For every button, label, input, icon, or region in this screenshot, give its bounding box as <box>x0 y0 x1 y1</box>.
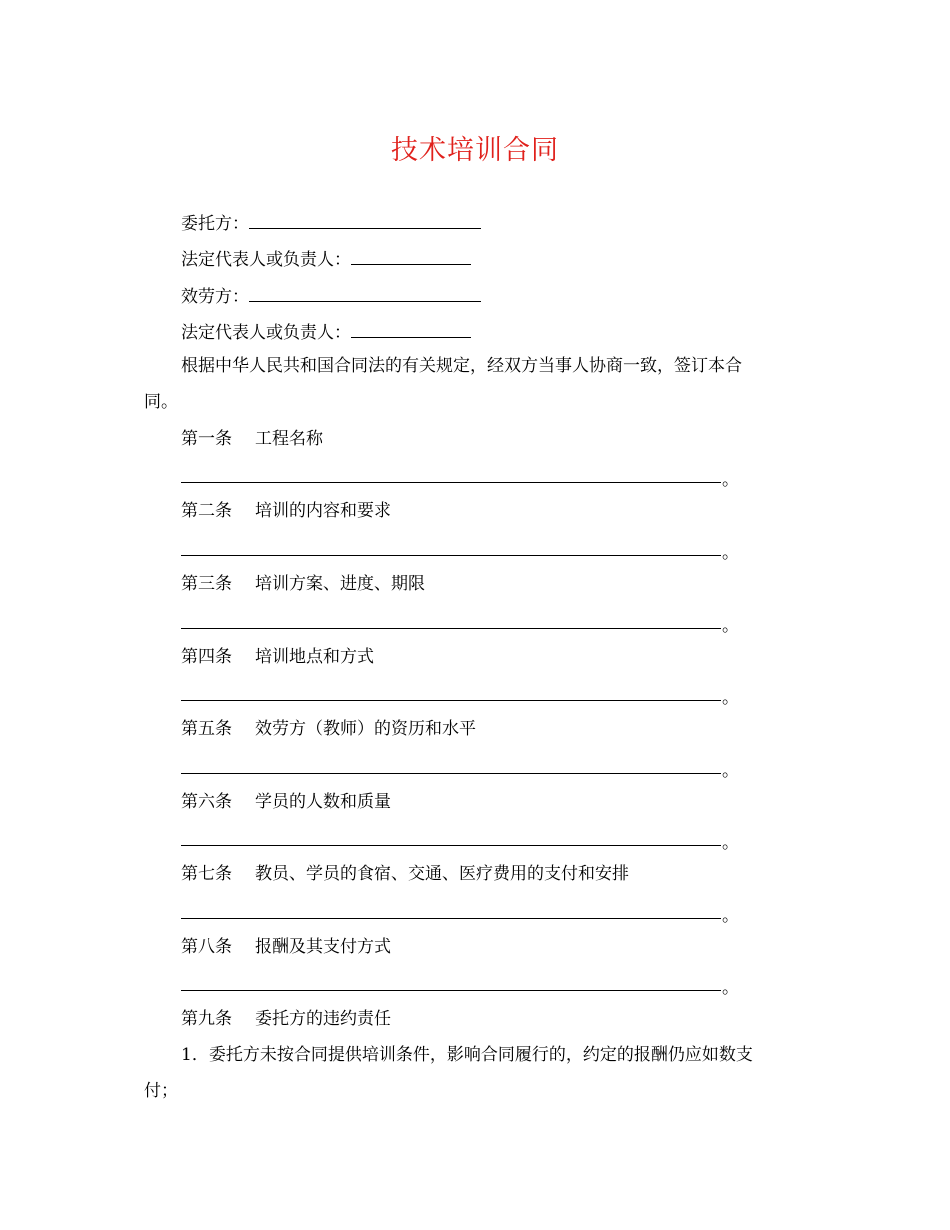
article-9-heading <box>181 1007 391 1031</box>
article-5-title: 效劳方（教师）的资历和水平 <box>255 719 476 739</box>
article-3-number: 第三条 <box>181 574 232 594</box>
article-6-fill-line[interactable] <box>181 845 721 846</box>
article-4-fill-line[interactable] <box>181 700 721 701</box>
article-8-fill-line[interactable] <box>181 990 721 991</box>
party-provider-representative <box>181 318 471 345</box>
article-7-title: 教员、学员的食宿、交通、医疗费用的支付和安排 <box>255 864 629 884</box>
article-6-heading <box>181 790 391 814</box>
party-client-representative <box>181 245 471 272</box>
article-5-heading <box>181 717 476 741</box>
article-3-period: 。 <box>722 616 739 636</box>
article-2-heading <box>181 499 391 523</box>
article-1-period: 。 <box>722 470 739 490</box>
article-7-fill-line[interactable] <box>181 918 721 919</box>
article-7-heading <box>181 862 629 886</box>
article-9-title: 委托方的违约责任 <box>255 1009 391 1029</box>
article-2-title: 培训的内容和要求 <box>255 501 391 521</box>
document-title: 技术培训合同 <box>391 135 559 166</box>
article-8-period: 。 <box>722 978 739 998</box>
article-6-title: 学员的人数和质量 <box>255 792 391 812</box>
article-6-period: 。 <box>722 833 739 853</box>
article-1-heading <box>181 427 323 451</box>
article-7-period: 。 <box>722 906 739 926</box>
party-client-representative-blank[interactable] <box>351 245 471 265</box>
preamble-line-1: 根据中华人民共和国合同法的有关规定，经双方当事人协商一致，签订本合 <box>181 356 742 376</box>
party-provider <box>181 282 481 309</box>
article-5-period: 。 <box>722 761 739 781</box>
party-provider-representative-blank[interactable] <box>351 318 471 338</box>
article-6-number: 第六条 <box>181 792 232 812</box>
article-1-title: 工程名称 <box>255 429 323 449</box>
article-1-fill-line[interactable] <box>181 482 721 483</box>
party-provider-representative-label: 法定代表人或负责人： <box>181 323 351 343</box>
clause-1-line-1: 1．委托方未按合同提供培训条件，影响合同履行的，约定的报酬仍应如数支 <box>181 1045 753 1065</box>
clause-1-line-2: 付； <box>144 1081 178 1101</box>
party-provider-blank[interactable] <box>249 282 481 302</box>
article-4-period: 。 <box>722 688 739 708</box>
article-5-fill-line[interactable] <box>181 773 721 774</box>
article-1-number: 第一条 <box>181 429 232 449</box>
article-2-fill-line[interactable] <box>181 555 721 556</box>
article-3-fill-line[interactable] <box>181 628 721 629</box>
party-provider-label: 效劳方： <box>181 287 249 307</box>
article-7-number: 第七条 <box>181 864 232 884</box>
party-client-blank[interactable] <box>249 209 481 229</box>
party-client <box>181 209 481 236</box>
article-3-title: 培训方案、进度、期限 <box>255 574 425 594</box>
article-5-number: 第五条 <box>181 719 232 739</box>
article-2-number: 第二条 <box>181 501 232 521</box>
article-4-number: 第四条 <box>181 647 232 667</box>
article-2-period: 。 <box>722 543 739 563</box>
article-9-number: 第九条 <box>181 1009 232 1029</box>
party-client-representative-label: 法定代表人或负责人： <box>181 250 351 270</box>
article-8-number: 第八条 <box>181 937 232 957</box>
article-4-heading <box>181 645 374 669</box>
article-3-heading <box>181 572 425 596</box>
article-8-heading <box>181 935 391 959</box>
article-4-title: 培训地点和方式 <box>255 647 374 667</box>
party-client-label: 委托方： <box>181 214 249 234</box>
preamble-line-2: 同。 <box>144 392 178 412</box>
article-8-title: 报酬及其支付方式 <box>255 937 391 957</box>
